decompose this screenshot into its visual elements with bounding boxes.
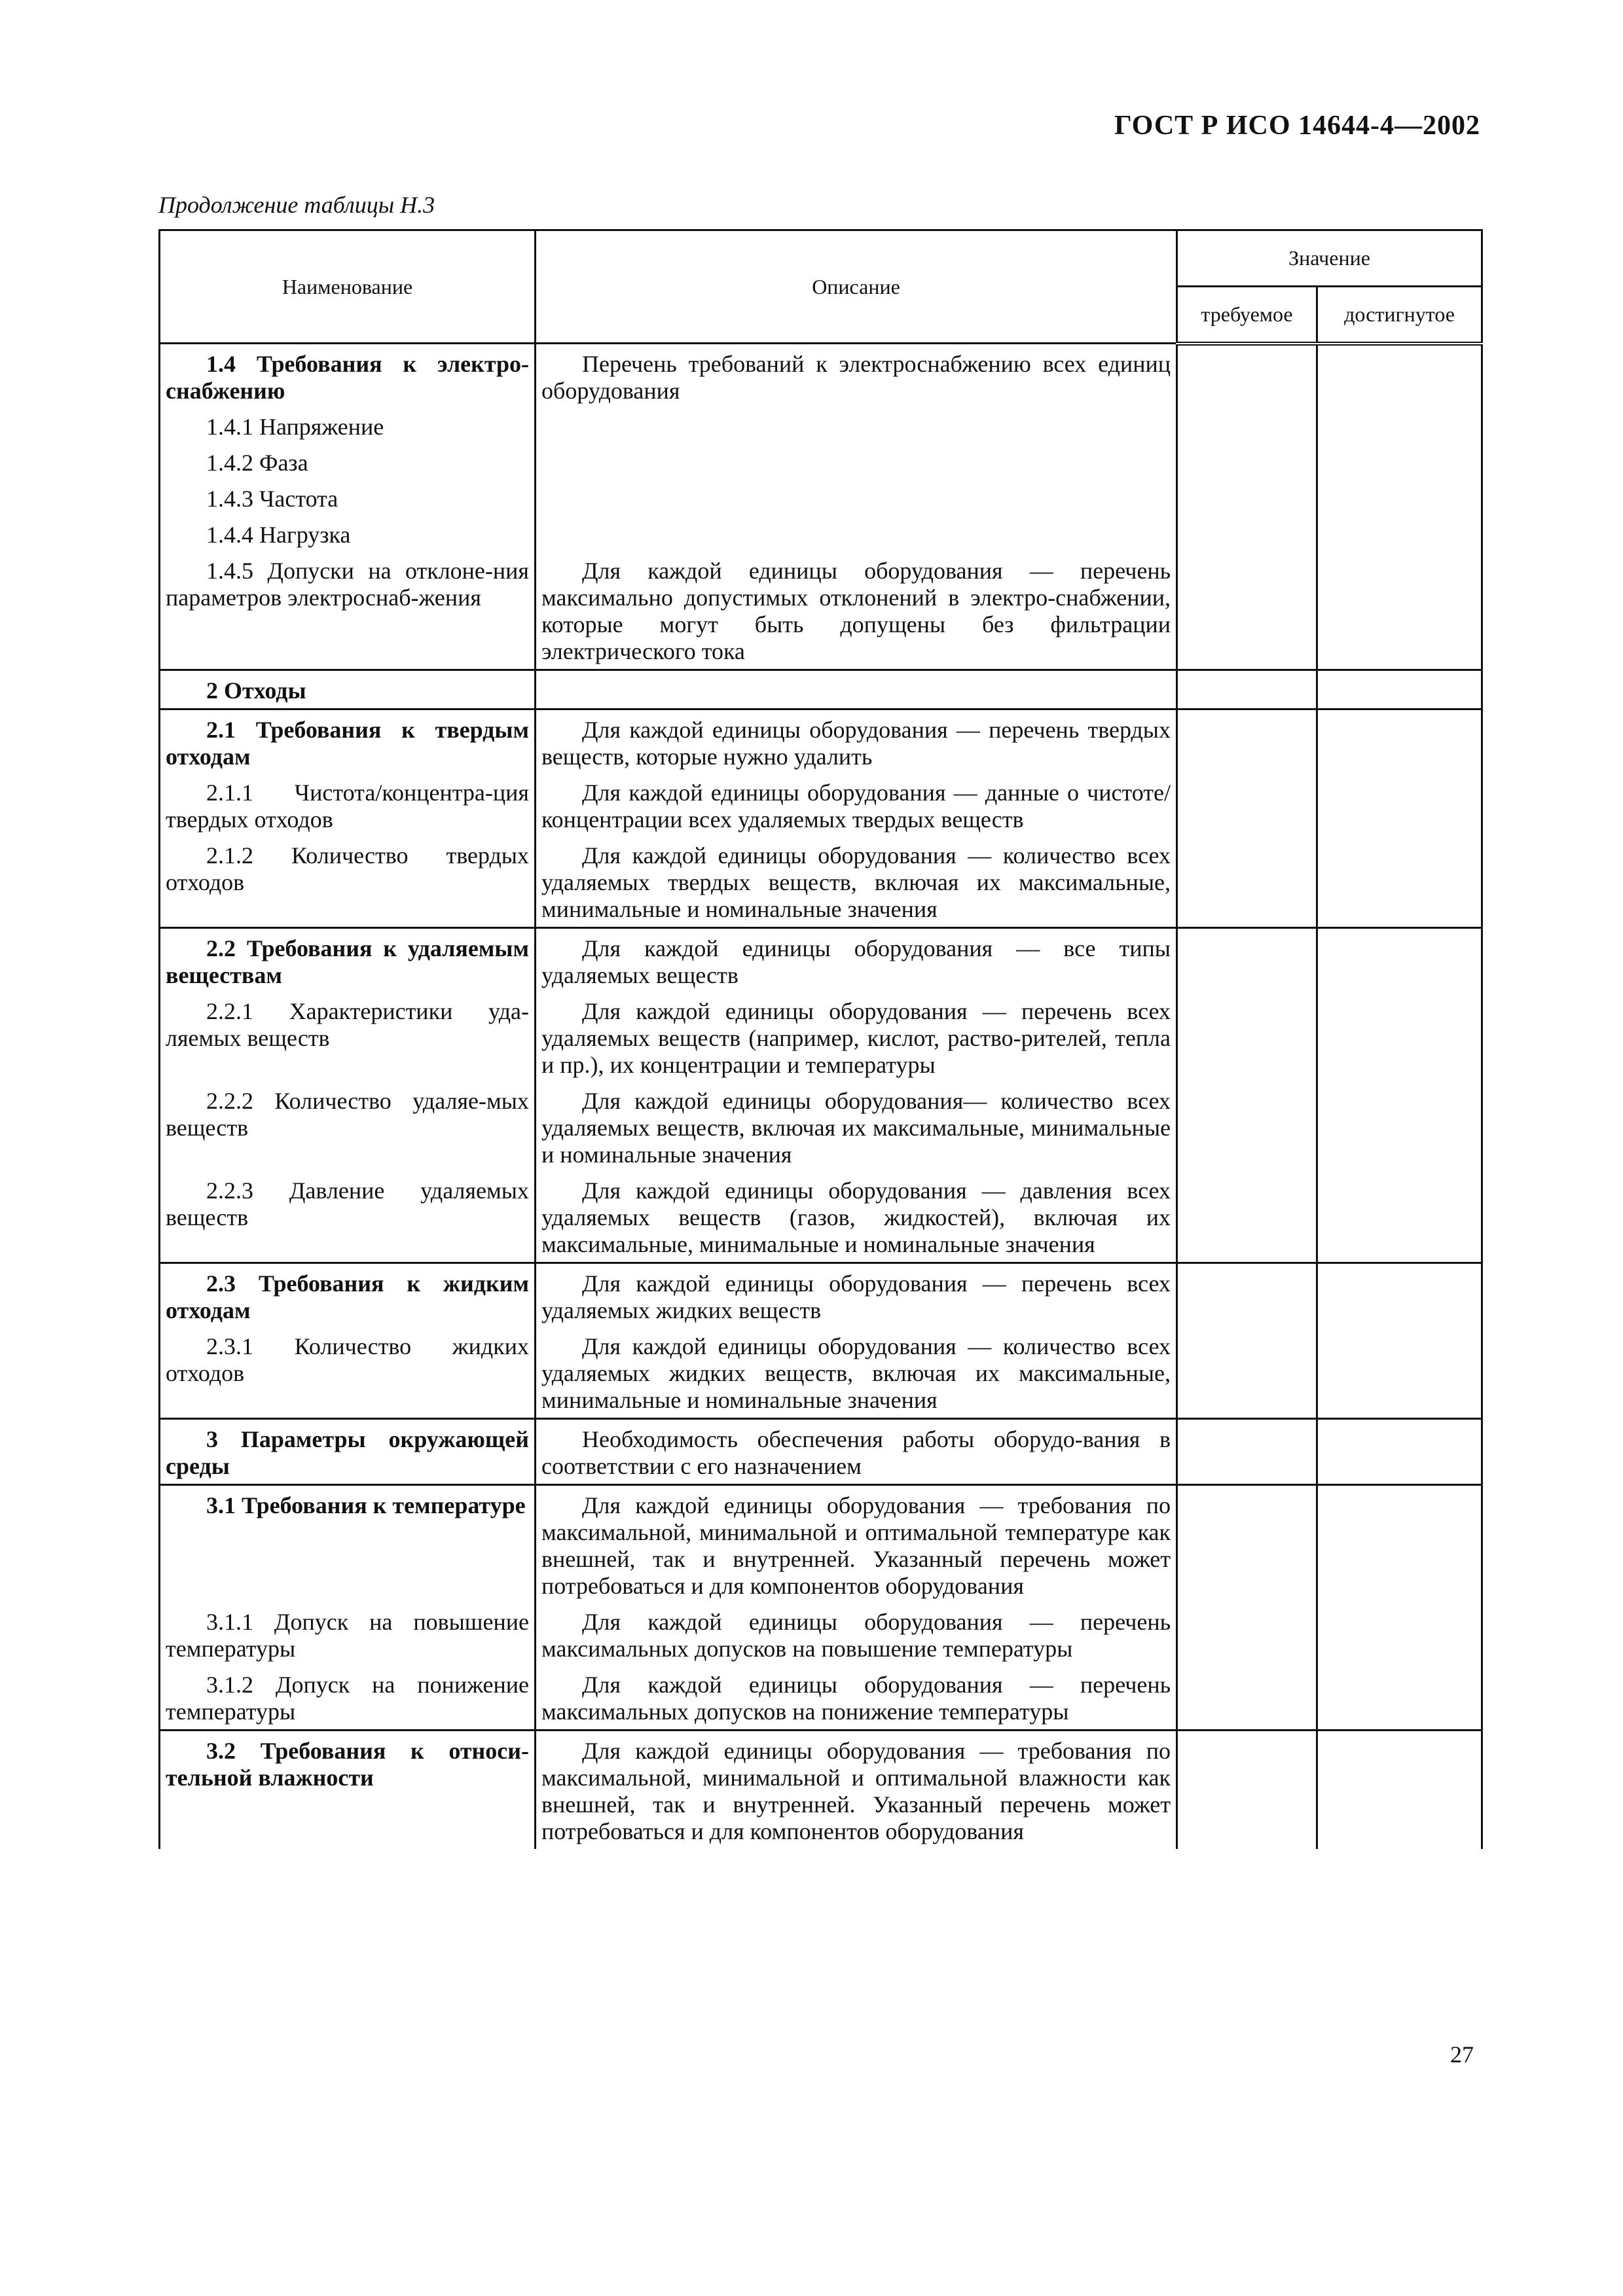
row-description: Для каждой единицы оборудования — данные о чистоте/концентрации всех удаляемых твердых веществ: [536, 770, 1177, 833]
achieved-cell: [1317, 548, 1482, 670]
required-cell: [1177, 989, 1317, 1079]
table-row: [160, 1731, 1482, 1850]
row-name: 3 Параметры окружающей среды: [160, 1419, 536, 1485]
row-description: Перечень требований к электроснабжению всех единиц оборудования: [536, 344, 1177, 405]
table-row: [160, 404, 1482, 440]
row-name: 1.4.2 Фаза: [160, 440, 536, 476]
required-cell: [1177, 404, 1317, 440]
achieved-cell: [1317, 1079, 1482, 1168]
row-description: [536, 670, 1177, 709]
achieved-cell: [1317, 512, 1482, 548]
row-name: 1.4.4 Нагрузка: [160, 512, 536, 548]
row-name: 3.1.2 Допуск на понижение температуры: [160, 1662, 536, 1731]
achieved-cell: [1317, 1662, 1482, 1731]
table-row: [160, 989, 1482, 1079]
table-row: [160, 833, 1482, 928]
achieved-cell: [1317, 833, 1482, 928]
row-name: 2.1.2 Количество твердых отходов: [160, 833, 536, 928]
table-row: [160, 1324, 1482, 1419]
table-row: [160, 1419, 1482, 1485]
column-header-description: Описание: [536, 230, 1177, 344]
required-cell: [1177, 512, 1317, 548]
achieved-cell: [1317, 989, 1482, 1079]
achieved-cell: [1317, 404, 1482, 440]
row-description: Для каждой единицы оборудования — перечень всех удаляемых веществ (например, кислот, раство-рителей, тепла и пр.), их концентрации и температуры: [536, 989, 1177, 1079]
table-row: [160, 476, 1482, 512]
table-row: [160, 709, 1482, 771]
column-header-achieved: достигнутое: [1317, 286, 1482, 343]
row-name: 2 Отходы: [160, 670, 536, 709]
achieved-cell: [1317, 440, 1482, 476]
column-header-name: Наименование: [160, 230, 536, 344]
row-name: 1.4.5 Допуски на отклоне-ния параметров электроснаб-жения: [160, 548, 536, 670]
row-name: 2.1 Требования к твердым отходам: [160, 709, 536, 771]
achieved-cell: [1317, 1485, 1482, 1600]
table-row: [160, 344, 1482, 405]
page-number: 27: [1450, 2041, 1474, 2068]
table-row: [160, 1079, 1482, 1168]
row-description: Для каждой единицы оборудования — требования по максимальной, минимальной и оптимальной влажности как внешней, так и внутренней. Указанный перечень может потребоваться и для компонентов оборудования: [536, 1731, 1177, 1850]
achieved-cell: [1317, 1731, 1482, 1850]
row-description: Для каждой единицы оборудования— количество всех удаляемых веществ, включая их максимальные, минимальные и номинальные значения: [536, 1079, 1177, 1168]
row-name: 2.2 Требования к удаляемым веществам: [160, 928, 536, 990]
required-cell: [1177, 928, 1317, 990]
table-row: [160, 1662, 1482, 1731]
row-name: 3.1 Требования к температуре: [160, 1485, 536, 1600]
table-row: [160, 1263, 1482, 1325]
row-name: 2.3.1 Количество жидких отходов: [160, 1324, 536, 1419]
row-description: Для каждой единицы оборудования — перечень максимальных допусков на понижение температуры: [536, 1662, 1177, 1731]
row-name: 2.2.1 Характеристики уда-ляемых веществ: [160, 989, 536, 1079]
achieved-cell: [1317, 1600, 1482, 1662]
required-cell: [1177, 1600, 1317, 1662]
row-name: 2.2.3 Давление удаляемых веществ: [160, 1168, 536, 1263]
row-description: [536, 476, 1177, 512]
row-description: Для каждой единицы оборудования — требования по максимальной, минимальной и оптимальной температуре как внешней, так и внутренней. Указанный перечень может потребоваться и для компонентов оборудования: [536, 1485, 1177, 1600]
row-name: 2.2.2 Количество удаляе-мых веществ: [160, 1079, 536, 1168]
required-cell: [1177, 1731, 1317, 1850]
row-description: Для каждой единицы оборудования — перечень максимально допустимых отклонений в электро-снабжении, которые могут быть допущены без фильтрации электрического тока: [536, 548, 1177, 670]
table-row: [160, 1168, 1482, 1263]
row-description: [536, 440, 1177, 476]
row-description: Для каждой единицы оборудования — все типы удаляемых веществ: [536, 928, 1177, 990]
table-row: [160, 440, 1482, 476]
table-caption: Продолжение таблицы Н.3: [158, 192, 435, 218]
required-cell: [1177, 440, 1317, 476]
table-row: [160, 1485, 1482, 1600]
row-name: 1.4 Требования к электро-снабжению: [160, 344, 536, 405]
row-name: 1.4.3 Частота: [160, 476, 536, 512]
achieved-cell: [1317, 1168, 1482, 1263]
row-description: Для каждой единицы оборудования — перечень твердых веществ, которые нужно удалить: [536, 709, 1177, 771]
table-row: [160, 670, 1482, 709]
row-description: Для каждой единицы оборудования — количество всех удаляемых твердых веществ, включая их максимальные, минимальные и номинальные значения: [536, 833, 1177, 928]
row-description: [536, 404, 1177, 440]
achieved-cell: [1317, 344, 1482, 405]
required-cell: [1177, 670, 1317, 709]
required-cell: [1177, 709, 1317, 771]
required-cell: [1177, 770, 1317, 833]
achieved-cell: [1317, 1419, 1482, 1485]
table-row: [160, 512, 1482, 548]
row-name: 3.2 Требования к относи-тельной влажности: [160, 1731, 536, 1850]
required-cell: [1177, 1324, 1317, 1419]
row-description: Необходимость обеспечения работы оборудо-вания в соответствии с его назначением: [536, 1419, 1177, 1485]
required-cell: [1177, 833, 1317, 928]
achieved-cell: [1317, 476, 1482, 512]
required-cell: [1177, 1263, 1317, 1325]
table-row: [160, 928, 1482, 990]
row-name: 2.3 Требования к жидким отходам: [160, 1263, 536, 1325]
row-name: 1.4.1 Напряжение: [160, 404, 536, 440]
document-header: ГОСТ Р ИСО 14644-4—2002: [1114, 111, 1480, 141]
column-header-required: требуемое: [1177, 286, 1317, 343]
row-name: 3.1.1 Допуск на повышение температуры: [160, 1600, 536, 1662]
required-cell: [1177, 1485, 1317, 1600]
achieved-cell: [1317, 1324, 1482, 1419]
requirements-table: [158, 229, 1483, 1849]
table-row: [160, 770, 1482, 833]
achieved-cell: [1317, 770, 1482, 833]
row-description: Для каждой единицы оборудования — количество всех удаляемых жидких веществ, включая их максимальные, минимальные и номинальные значения: [536, 1324, 1177, 1419]
table-row: [160, 548, 1482, 670]
column-header-value: Значение: [1177, 230, 1482, 287]
row-description: Для каждой единицы оборудования — перечень всех удаляемых жидких веществ: [536, 1263, 1177, 1325]
table-row: [160, 1600, 1482, 1662]
required-cell: [1177, 476, 1317, 512]
row-description: [536, 512, 1177, 548]
required-cell: [1177, 1168, 1317, 1263]
required-cell: [1177, 344, 1317, 405]
achieved-cell: [1317, 928, 1482, 990]
required-cell: [1177, 548, 1317, 670]
required-cell: [1177, 1662, 1317, 1731]
achieved-cell: [1317, 1263, 1482, 1325]
row-description: Для каждой единицы оборудования — давления всех удаляемых веществ (газов, жидкостей), включая их максимальные, минимальные и номинальные значения: [536, 1168, 1177, 1263]
achieved-cell: [1317, 709, 1482, 771]
achieved-cell: [1317, 670, 1482, 709]
row-description: Для каждой единицы оборудования — перечень максимальных допусков на повышение температуры: [536, 1600, 1177, 1662]
required-cell: [1177, 1419, 1317, 1485]
row-name: 2.1.1 Чистота/концентра-ция твердых отходов: [160, 770, 536, 833]
required-cell: [1177, 1079, 1317, 1168]
